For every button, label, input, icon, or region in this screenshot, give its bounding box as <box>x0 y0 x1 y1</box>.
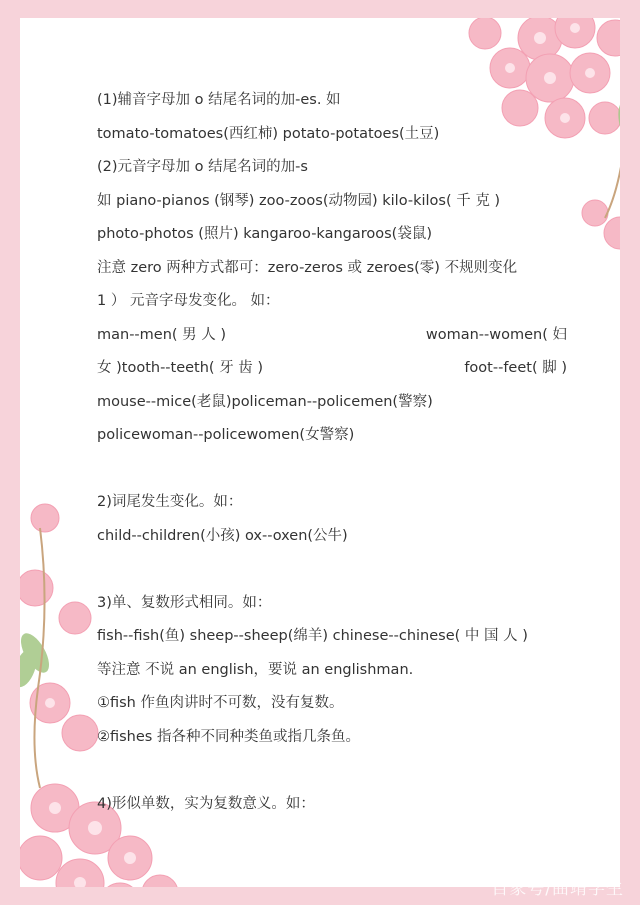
document-page <box>20 18 620 887</box>
text-line: (1)辅音字母加 o 结尾名词的加-es. 如 <box>97 92 341 108</box>
spacer <box>97 553 567 587</box>
text-line: 如 piano-pianos (钢琴) zoo-zoos(动物园) kilo-kilos( 千 克 ) <box>97 192 501 209</box>
text-line: (2)元音字母加 o 结尾名词的加-s <box>97 159 308 175</box>
text-teeth-right: foot--feet( 脚 ) <box>464 360 567 376</box>
text-line: 等注意 不说 an english，要说 an englishman. <box>97 661 414 678</box>
watermark: 百家号/曲靖学生 <box>491 879 624 899</box>
text-line: fish--fish(鱼) sheep--sheep(绵羊) chinese--chinese( 中 国 人 ) <box>97 628 528 644</box>
text-line: policewoman--policewomen(女警察) <box>97 427 355 443</box>
text-line: 1 ） 元音字母发变化。 如： <box>97 293 280 309</box>
spacer <box>97 754 567 788</box>
text-line: child--children(小孩) ox--oxen(公牛) <box>97 527 348 544</box>
document-body <box>97 84 567 821</box>
text-line-men <box>97 319 567 353</box>
text-line: 注意 zero 两种方式都可：zero-zeros 或 zeroes(零) 不规则变化 <box>97 259 518 276</box>
text-line: mouse--mice(老鼠)policeman--policemen(警察) <box>97 393 433 410</box>
text-line: ②fishes 指各种不同种类鱼或指几条鱼。 <box>97 728 360 745</box>
section-heading: 2)词尾发生变化。如： <box>97 494 243 510</box>
section-heading: 3)单、复数形式相同。如： <box>97 594 272 611</box>
text-line: photo-photos (照片) kangaroo-kangaroos(袋鼠) <box>97 226 432 242</box>
text-line: ①fish 作鱼肉讲时不可数，没有复数。 <box>97 695 344 711</box>
text-men-left: man--men( 男 人 ) <box>97 326 227 343</box>
spacer <box>97 453 567 487</box>
text-men-right: woman--women( 妇 <box>425 326 567 343</box>
text-line: tomato-tomatoes(西红柿) potato-potatoes(土豆) <box>97 125 440 142</box>
section-heading: 4)形似单数，实为复数意义。如： <box>97 795 315 812</box>
text-line-teeth <box>97 352 567 386</box>
text-teeth-left: 女 )tooth--teeth( 牙 齿 ) <box>97 360 264 376</box>
